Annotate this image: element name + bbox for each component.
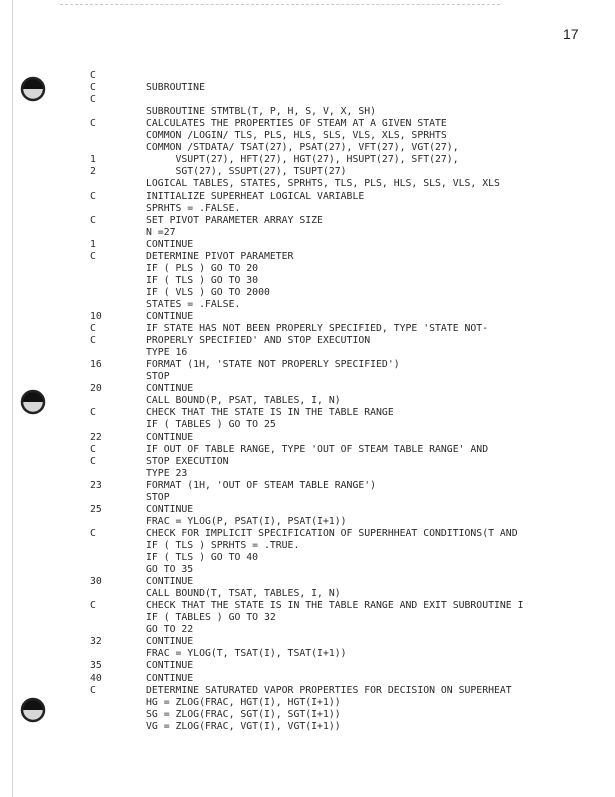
code-text: CONTINUE (146, 503, 194, 515)
line-label: 30 (90, 576, 102, 588)
line-label: C (90, 455, 96, 467)
code-line (0, 660, 615, 672)
code-text: CONTINUE (146, 238, 194, 250)
code-text: IF ( TLS ) SPRHTS = .TRUE. (146, 539, 300, 551)
code-line (0, 227, 615, 239)
line-label: 10 (90, 311, 102, 322)
code-line (0, 540, 615, 552)
line-label: 22 (90, 431, 102, 443)
code-text: IF ( TLS ) GO TO 30 (146, 274, 259, 286)
code-line (0, 685, 615, 697)
code-line (0, 142, 615, 154)
top-edge-rule (60, 4, 500, 5)
line-label: C (90, 70, 96, 81)
code-text: CONTINUE (146, 672, 194, 684)
code-line (0, 419, 615, 431)
code-line (0, 492, 615, 504)
code-text: VSUPT(27), HFT(27), HGT(27), HSUPT(27), SFT(27), (146, 154, 459, 166)
code-text: IF ( TABLES ) GO TO 32 (146, 612, 276, 624)
code-text: CHECK THAT THE STATE IS IN THE TABLE RANGE (146, 407, 394, 419)
code-line (0, 347, 615, 359)
code-line (0, 407, 615, 419)
code-line (0, 588, 615, 600)
code-line (0, 203, 615, 215)
code-text: HG = ZLOG(FRAC, HGT(I), HGT(I+1)) (146, 696, 341, 708)
code-line (0, 191, 615, 203)
code-text: GO TO 35 (146, 564, 194, 576)
code-text: IF OUT OF TABLE RANGE, TYPE 'OUT OF STEAM TABLE RANGE' AND (146, 443, 489, 455)
code-line (0, 383, 615, 395)
code-line (0, 275, 615, 287)
code-text: TYPE 16 (146, 347, 188, 359)
code-text: STOP (146, 371, 170, 383)
code-line (0, 636, 615, 648)
code-line (0, 323, 615, 335)
line-label: C (90, 684, 96, 696)
code-text: FORMAT (1H, 'OUT OF STEAM TABLE RANGE') (146, 479, 377, 491)
code-text: N =27 (146, 226, 176, 238)
line-label: C (90, 118, 96, 130)
code-text: IF ( TLS ) GO TO 40 (146, 552, 259, 563)
line-label: 1 (90, 154, 96, 166)
code-line (0, 564, 615, 576)
code-line (0, 251, 615, 263)
code-line (0, 528, 615, 540)
code-line (0, 432, 615, 444)
code-text: CONTINUE (146, 383, 194, 395)
code-text: VG = ZLOG(FRAC, VGT(I), VGT(I+1)) (146, 720, 341, 732)
code-line (0, 106, 615, 118)
code-text: CALL BOUND(P, PSAT, TABLES, I, N) (146, 395, 341, 407)
line-label: 40 (90, 672, 102, 684)
code-line (0, 215, 615, 227)
code-text: CHECK THAT THE STATE IS IN THE TABLE RANGE AND EXIT SUBROUTINE I (146, 600, 524, 612)
line-label: C (90, 407, 96, 419)
code-line (0, 456, 615, 468)
line-label: C (90, 443, 96, 455)
code-line (0, 70, 615, 82)
code-text: SUBROUTINE (146, 82, 205, 94)
code-line (0, 504, 615, 516)
code-text: COMMON /STDATA/ TSAT(27), PSAT(27), VFT(27), VGT(27), (146, 142, 459, 154)
line-label: C (90, 214, 96, 226)
line-label: C (90, 600, 96, 612)
code-line (0, 287, 615, 299)
code-line (0, 154, 615, 166)
code-line (0, 516, 615, 528)
line-label: 35 (90, 660, 102, 672)
code-line (0, 552, 615, 564)
code-text: FORMAT (1H, 'STATE NOT PROPERLY SPECIFIED') (146, 359, 400, 371)
code-line (0, 299, 615, 311)
code-line (0, 673, 615, 685)
line-label: 23 (90, 479, 102, 491)
code-text: LOGICAL TABLES, STATES, SPRHTS, TLS, PLS, HLS, SLS, VLS, XLS (146, 178, 500, 190)
line-label: C (90, 335, 96, 347)
code-text: CONTINUE (146, 660, 194, 672)
code-line (0, 624, 615, 636)
code-text: PROPERLY SPECIFIED' AND STOP EXECUTION (146, 335, 371, 347)
code-line (0, 709, 615, 721)
code-text: SUBROUTINE STMTBL(T, P, H, S, V, X, SH) (146, 106, 377, 118)
line-label: C (90, 94, 96, 106)
code-text: STOP EXECUTION (146, 455, 229, 467)
code-text: FRAC = YLOG(P, PSAT(I), PSAT(I+1)) (146, 515, 347, 527)
code-line (0, 335, 615, 347)
page-number: 17 (563, 26, 579, 42)
code-line (0, 239, 615, 251)
code-line (0, 721, 615, 733)
code-line (0, 130, 615, 142)
code-text: STATES = .FALSE. (146, 298, 241, 310)
line-label: 2 (90, 166, 96, 178)
code-line (0, 118, 615, 130)
code-text: SET PIVOT PARAMETER ARRAY SIZE (146, 214, 323, 226)
code-text: IF ( VLS ) GO TO 2000 (146, 286, 270, 298)
code-text: GO TO 22 (146, 624, 194, 636)
code-text: IF ( PLS ) GO TO 20 (146, 262, 259, 274)
code-line (0, 576, 615, 588)
code-line (0, 395, 615, 407)
line-label: C (90, 527, 96, 539)
code-line (0, 311, 615, 323)
code-text: SG = ZLOG(FRAC, SGT(I), SGT(I+1)) (146, 708, 341, 720)
code-text: STOP (146, 491, 170, 503)
code-line (0, 371, 615, 383)
code-text: IF STATE HAS NOT BEEN PROPERLY SPECIFIED, TYPE 'STATE NOT- (146, 323, 489, 335)
code-text: DETERMINE PIVOT PARAMETER (146, 250, 294, 262)
code-text: CONTINUE (146, 311, 194, 322)
code-line (0, 94, 615, 106)
code-line (0, 166, 615, 178)
line-label: 16 (90, 359, 102, 371)
line-label: C (90, 82, 96, 94)
line-label: C (90, 323, 96, 335)
code-line (0, 359, 615, 371)
code-line (0, 648, 615, 660)
code-text: CALCULATES THE PROPERTIES OF STEAM AT A GIVEN STATE (146, 118, 447, 130)
code-line (0, 697, 615, 709)
code-text: TYPE 23 (146, 467, 188, 479)
code-text: FRAC = YLOG(T, TSAT(I), TSAT(I+1)) (146, 648, 347, 660)
code-line (0, 600, 615, 612)
line-label: 25 (90, 503, 102, 515)
code-text: SGT(27), SSUPT(27), TSUPT(27) (146, 166, 347, 178)
code-text: CONTINUE (146, 431, 194, 443)
line-label: 32 (90, 636, 102, 648)
code-text: CONTINUE (146, 636, 194, 648)
code-line (0, 178, 615, 190)
code-line (0, 612, 615, 624)
code-text: INITIALIZE SUPERHEAT LOGICAL VARIABLE (146, 190, 365, 202)
code-text: CHECK FOR IMPLICIT SPECIFICATION OF SUPERHHEAT CONDITIONS(T AND (146, 527, 518, 539)
code-text: SPRHTS = .FALSE. (146, 202, 241, 214)
code-text: CONTINUE (146, 576, 194, 588)
code-line (0, 82, 615, 94)
code-text: CALL BOUND(T, TSAT, TABLES, I, N) (146, 588, 341, 600)
code-text: IF ( TABLES ) GO TO 25 (146, 419, 276, 431)
code-line (0, 263, 615, 275)
code-line (0, 468, 615, 480)
code-text: DETERMINE SATURATED VAPOR PROPERTIES FOR DECISION ON SUPERHEAT (146, 684, 512, 696)
code-text: COMMON /LOGIN/ TLS, PLS, HLS, SLS, VLS, XLS, SPRHTS (146, 130, 447, 142)
code-line (0, 480, 615, 492)
line-label: 1 (90, 238, 96, 250)
line-label: C (90, 190, 96, 202)
line-label: C (90, 250, 96, 262)
line-label: 20 (90, 383, 102, 395)
code-line (0, 444, 615, 456)
